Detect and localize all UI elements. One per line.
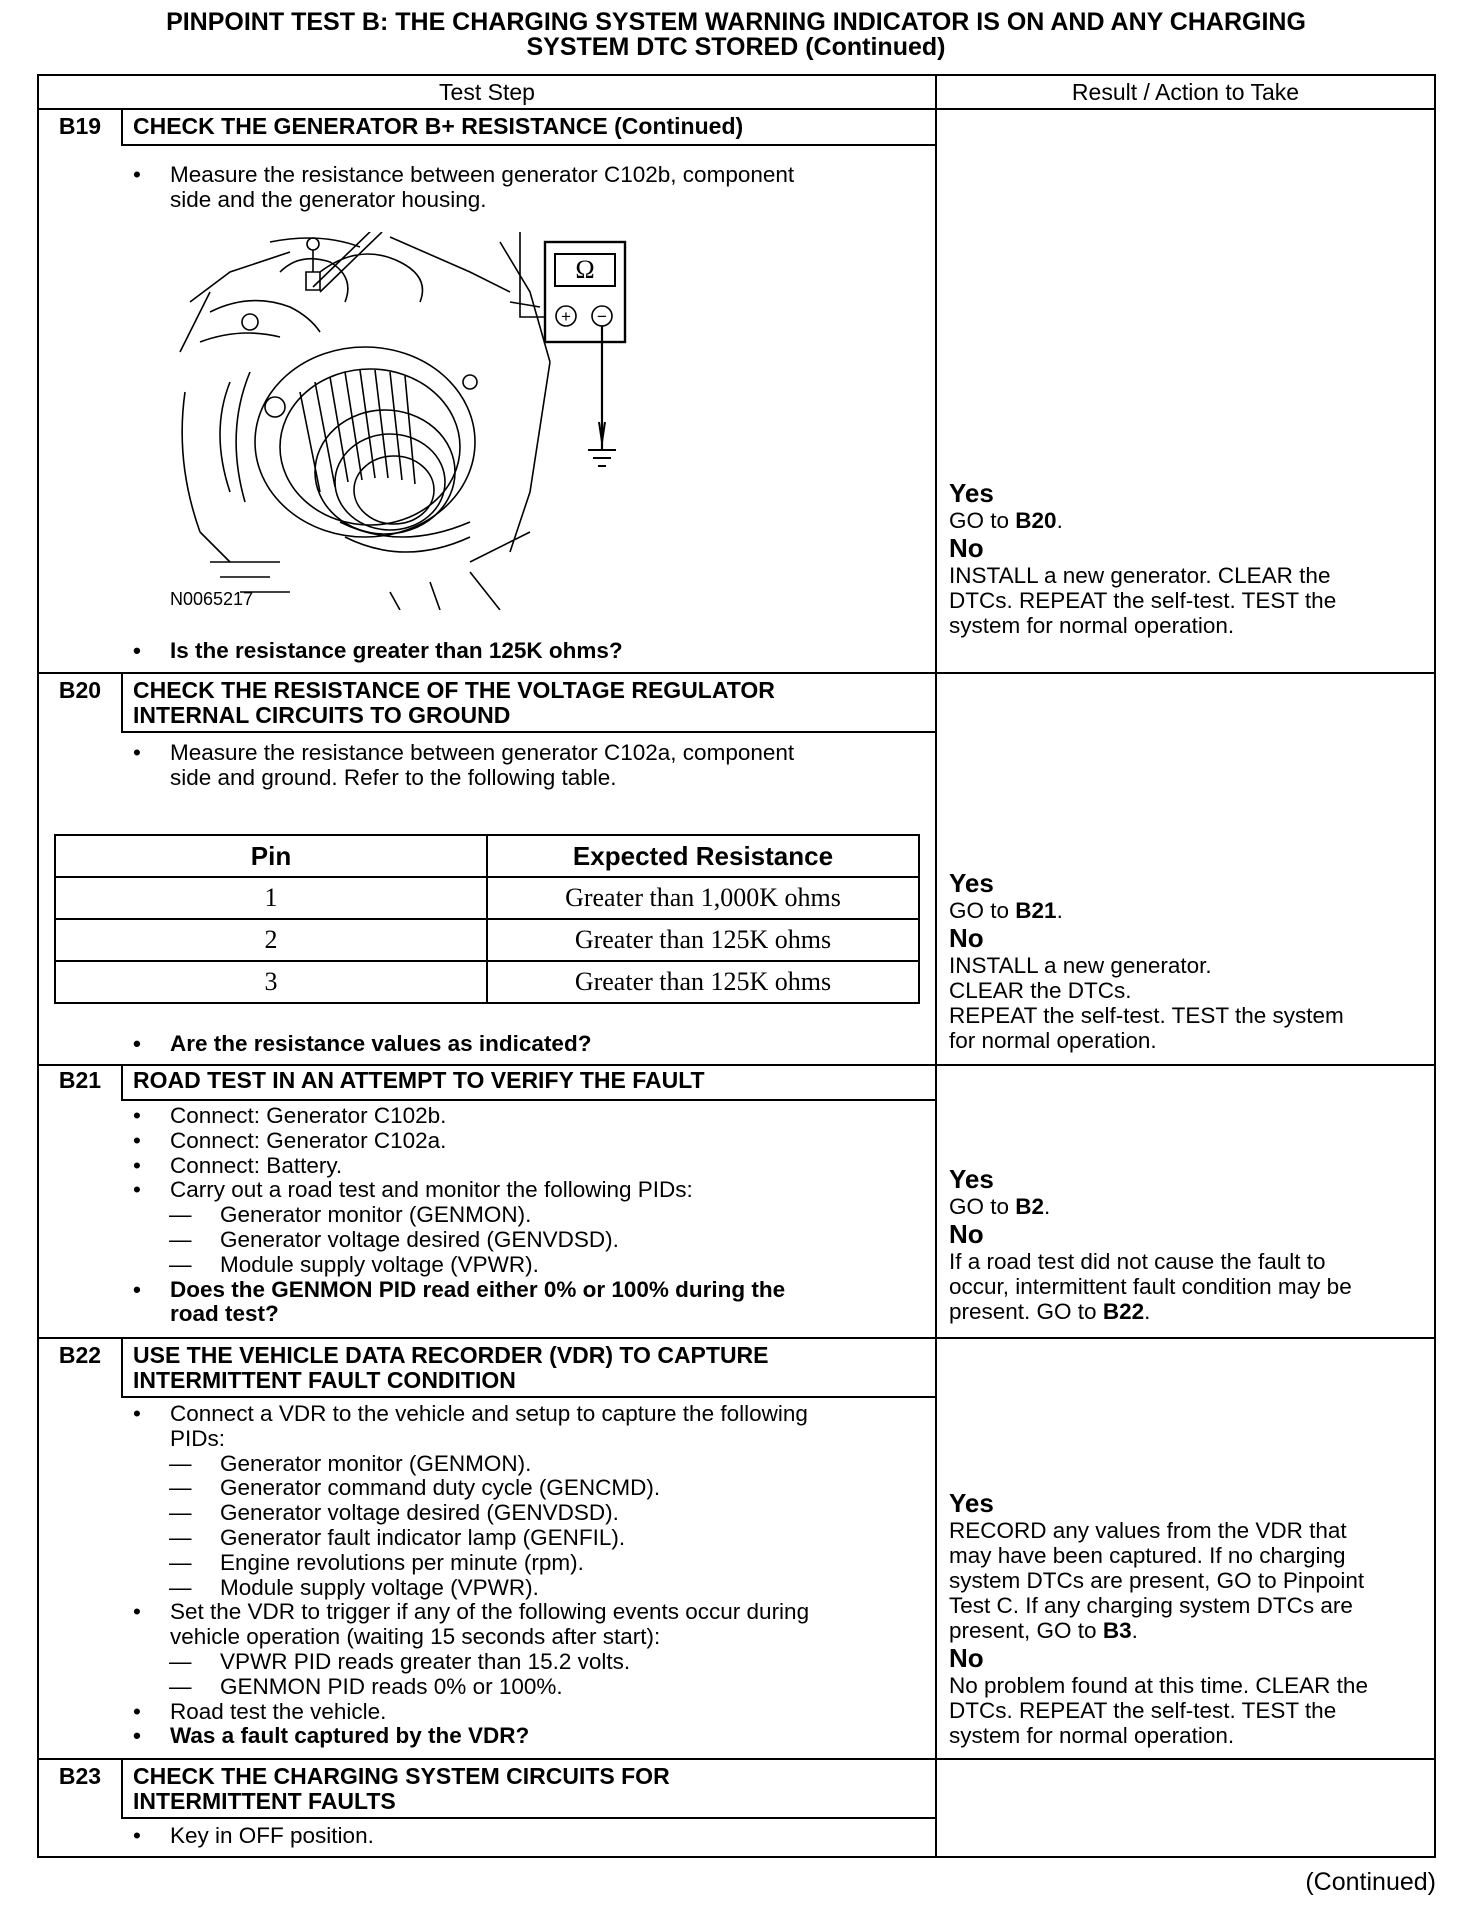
yes-action-line: Test C. If any charging system DTCs are (949, 1593, 1353, 1618)
b19-result (949, 478, 1429, 638)
b19-question (133, 639, 923, 664)
step-title-rule (121, 1099, 935, 1101)
no-action-line: INSTALL a new generator. (949, 953, 1212, 978)
yes-action: GO to B2. (949, 1194, 1051, 1219)
no-action-text: present. GO to (949, 1299, 1103, 1324)
resistance-table (54, 834, 920, 1004)
yes-label: Yes (949, 1164, 994, 1194)
pid-item: — Module supply voltage (VPWR). (133, 1576, 923, 1601)
pid-item: — Generator voltage desired (GENVDSD). (133, 1501, 923, 1526)
no-action-line: occur, intermittent fault condition may be (949, 1274, 1352, 1299)
title-line-2: SYSTEM DTC STORED (Continued) (526, 33, 946, 61)
list-item (133, 163, 923, 213)
b23-instructions (133, 1824, 923, 1849)
yes-action-line: present, GO to B3. (949, 1618, 1138, 1643)
step-divider (37, 1064, 1436, 1066)
table-header-row (55, 835, 919, 877)
no-action-line: CLEAR the DTCs. (949, 978, 1132, 1003)
no-label: No (949, 533, 984, 563)
step-title-rule (121, 1396, 935, 1398)
no-action-line: for normal operation. (949, 1028, 1157, 1053)
no-target-link: B22 (1102, 1299, 1145, 1324)
plus-terminal: + (561, 307, 571, 326)
list-item: • Connect: Battery. (133, 1154, 923, 1179)
step-id-divider (121, 672, 123, 733)
step-divider (37, 1758, 1436, 1760)
table-row (55, 877, 919, 919)
b19-instructions (133, 163, 923, 213)
header-result: Result / Action to Take (1071, 79, 1300, 105)
no-action-line: INSTALL a new generator. CLEAR the (949, 563, 1331, 588)
no-action-line: No problem found at this time. CLEAR the (949, 1673, 1368, 1698)
step-id-b19: B19 (58, 113, 102, 139)
resistance-cell: Greater than 125K ohms (487, 961, 919, 1003)
yes-action: GO to B21. (949, 898, 1063, 923)
step-id-b20: B20 (58, 677, 102, 703)
col-pin: Pin (55, 835, 487, 877)
pin-cell: 1 (55, 877, 487, 919)
step-id-divider (121, 1064, 123, 1101)
pid-item: — Generator monitor (GENMON). (133, 1452, 923, 1477)
b22-result (949, 1488, 1429, 1748)
step-id-divider (121, 1337, 123, 1398)
table-row (55, 919, 919, 961)
pid-item: — Generator voltage desired (GENVDSD). (133, 1228, 923, 1253)
table-row (55, 961, 919, 1003)
generator-resistance-illustration (170, 232, 750, 610)
list-item: • Connect: Generator C102a. (133, 1129, 923, 1154)
step-title-line: CHECK THE CHARGING SYSTEM CIRCUITS FOR (133, 1763, 670, 1789)
pid-item: — Generator command duty cycle (GENCMD). (133, 1476, 923, 1501)
pid-item: — Engine revolutions per minute (rpm). (133, 1551, 923, 1576)
step-id-b23: B23 (58, 1763, 102, 1789)
step-title-b19: CHECK THE GENERATOR B+ RESISTANCE (Continued) (133, 113, 744, 139)
pid-item: — Generator fault indicator lamp (GENFIL). (133, 1526, 923, 1551)
b22-item-line: PIDs: (170, 1425, 226, 1451)
yes-label: Yes (949, 478, 994, 508)
header-test-step: Test Step (439, 79, 535, 105)
step-id-divider (121, 108, 123, 146)
list-item: • Is the resistance greater than 125K ohms? (133, 639, 923, 664)
list-item: • Connect: Generator C102b. (133, 1104, 923, 1129)
step-title-b22 (133, 1343, 769, 1393)
b22-item-line: • Connect a VDR to the vehicle and setup to capture the following (170, 1401, 808, 1426)
col-expected-resistance: Expected Resistance (487, 835, 919, 877)
yes-action-text: GO to (949, 508, 1016, 533)
list-item (133, 741, 923, 791)
list-item: • Key in OFF position. (133, 1824, 923, 1849)
b19-instruction-line-2: side and the generator housing. (170, 186, 487, 212)
yes-label: Yes (949, 1488, 994, 1518)
yes-label: Yes (949, 868, 994, 898)
b20-instruction-line-1: • Measure the resistance between generator C102a, component (170, 740, 795, 765)
b19-instruction-line-1: • Measure the resistance between generator C102b, component (170, 162, 795, 187)
b20-question (133, 1032, 923, 1057)
step-id-b22: B22 (58, 1342, 102, 1368)
list-item (133, 1278, 923, 1328)
step-id-b21: B21 (58, 1067, 102, 1093)
event-item: — VPWR PID reads greater than 15.2 volts. (133, 1650, 923, 1675)
step-title-rule (121, 144, 935, 146)
header-rule (37, 108, 1436, 110)
event-item: — GENMON PID reads 0% or 100%. (133, 1675, 923, 1700)
yes-target-link: B3 (1102, 1618, 1132, 1643)
b22-item-line: • Set the VDR to trigger if any of the following events occur during (170, 1599, 810, 1625)
step-divider (37, 672, 1436, 674)
b20-instructions (133, 741, 923, 791)
yes-action: GO to B20. (949, 508, 1063, 533)
yes-action-text: present, GO to (949, 1618, 1103, 1643)
yes-action-line: system DTCs are present, GO to Pinpoint (949, 1568, 1365, 1593)
yes-action-line: may have been captured. If no charging (949, 1543, 1346, 1568)
no-label: No (949, 1643, 984, 1673)
no-action-line: If a road test did not cause the fault to (949, 1249, 1326, 1274)
list-item: • Carry out a road test and monitor the following PIDs: (133, 1178, 923, 1203)
yes-target-link: B20 (1015, 508, 1057, 533)
yes-action-text: GO to (949, 898, 1016, 923)
yes-target-link: B2 (1015, 1194, 1045, 1219)
pid-item: — Generator monitor (GENMON). (133, 1203, 923, 1228)
resistance-cell: Greater than 1,000K ohms (487, 877, 919, 919)
pin-cell: 2 (55, 919, 487, 961)
step-title-rule (121, 731, 935, 733)
b22-item-line: vehicle operation (waiting 15 seconds after start): (170, 1624, 661, 1650)
step-title-line: INTERNAL CIRCUITS TO GROUND (133, 702, 511, 728)
step-id-divider (121, 1758, 123, 1819)
b20-result (949, 868, 1429, 1053)
minus-terminal: − (597, 307, 607, 326)
page-title (0, 10, 1472, 60)
step-title-line: INTERMITTENT FAULTS (133, 1788, 396, 1814)
step-title-line: USE THE VEHICLE DATA RECORDER (VDR) TO CAPTURE (133, 1342, 769, 1368)
no-action-line: present. GO to B22. (949, 1299, 1151, 1324)
step-title-b20 (133, 678, 775, 728)
b21-result (949, 1164, 1429, 1324)
pin-cell: 3 (55, 961, 487, 1003)
b21-question-line-2: road test? (170, 1301, 279, 1327)
no-action-line: DTCs. REPEAT the self-test. TEST the (949, 1698, 1337, 1723)
yes-action-line: RECORD any values from the VDR that (949, 1518, 1347, 1543)
step-title-b21: ROAD TEST IN AN ATTEMPT TO VERIFY THE FAULT (133, 1067, 705, 1093)
step-title-line: INTERMITTENT FAULT CONDITION (133, 1367, 516, 1393)
no-action-line: system for normal operation. (949, 1723, 1235, 1748)
list-item: • Was a fault captured by the VDR? (133, 1724, 923, 1749)
pid-item: — Module supply voltage (VPWR). (133, 1253, 923, 1278)
yes-action-text: GO to (949, 1194, 1016, 1219)
list-item: • Road test the vehicle. (133, 1700, 923, 1725)
b22-instructions (133, 1402, 923, 1749)
b21-question-line-1: • Does the GENMON PID read either 0% or 100% during the (170, 1276, 786, 1302)
yes-target-link: B21 (1015, 898, 1057, 923)
ohm-symbol: Ω (575, 255, 595, 284)
step-title-line: CHECK THE RESISTANCE OF THE VOLTAGE REGULATOR (133, 677, 775, 703)
list-item (133, 1402, 923, 1452)
column-divider (935, 74, 937, 1858)
continued-note: (Continued) (1305, 1868, 1436, 1896)
no-label: No (949, 923, 984, 953)
list-item: • Are the resistance values as indicated? (133, 1032, 923, 1057)
no-action-line: REPEAT the self-test. TEST the system (949, 1003, 1344, 1028)
step-title-b23 (133, 1764, 670, 1814)
step-divider (37, 1337, 1436, 1339)
b21-instructions (133, 1104, 923, 1327)
resistance-cell: Greater than 125K ohms (487, 919, 919, 961)
title-line-1: PINPOINT TEST B: THE CHARGING SYSTEM WARNING INDICATOR IS ON AND ANY CHARGING (166, 8, 1306, 36)
figure-label: N0065217 (170, 589, 254, 609)
no-action-line: DTCs. REPEAT the self-test. TEST the (949, 588, 1337, 613)
no-action-line: system for normal operation. (949, 613, 1235, 638)
no-label: No (949, 1219, 984, 1249)
step-title-rule (121, 1817, 935, 1819)
b20-instruction-line-2: side and ground. Refer to the following table. (170, 764, 617, 790)
list-item (133, 1600, 923, 1650)
